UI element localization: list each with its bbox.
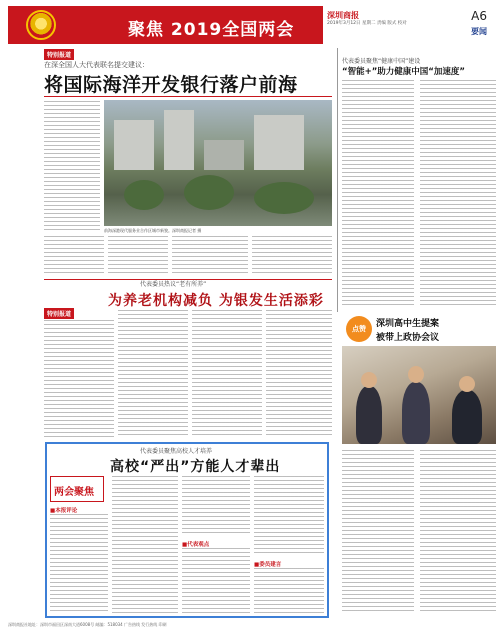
- highlight-body-column-3a: [182, 476, 250, 536]
- lead-photo: [104, 100, 332, 226]
- middle-kicker: 代表委员热议“老有所养”: [140, 281, 207, 288]
- highlight-body-column-2: [112, 476, 178, 614]
- highlight-subhead-3: ■委员建言: [254, 562, 282, 568]
- highlight-body-column-1: [50, 514, 108, 614]
- lianghui-logo: [50, 476, 104, 502]
- middle-headline: 为养老机构减负 为银发生活添彩: [108, 293, 324, 309]
- page-footer: 深圳商报社地址：深圳市福田区深南大道6008号 邮编：518034 广告热线 发行热线 印刷: [8, 622, 167, 627]
- like-badge: 点赞: [346, 316, 372, 342]
- highlight-body-column-4a: [254, 476, 324, 556]
- middle-body-column-4: [266, 310, 332, 438]
- lead-kicker: 在深全国人大代表联名提交建议：: [44, 61, 149, 69]
- photo-story-body-2: [420, 450, 496, 614]
- lead-body-column-2: [44, 236, 104, 276]
- lead-body-column-1: [44, 101, 100, 231]
- photo-story-image: [342, 346, 496, 444]
- photo-story-body-1: [342, 450, 414, 614]
- lead-headline: 将国际海洋开发银行落户前海: [44, 74, 298, 96]
- masthead-info-panel: [323, 6, 495, 44]
- lianghui-logo-text: 两会聚焦: [54, 487, 94, 498]
- highlight-body-column-3b: [182, 548, 250, 614]
- right-kicker: 代表委员聚焦“健康中国”建设: [342, 58, 421, 65]
- paper-name: 深圳商报: [327, 11, 359, 20]
- column-rule: [337, 48, 338, 312]
- section-name: 要闻: [471, 27, 487, 36]
- photo-story-headline-2: 被带上政协会议: [376, 333, 440, 343]
- right-headline: “智能+”助力健康中国“加速度”: [342, 67, 465, 77]
- highlight-subhead-1: ■本报评论: [50, 508, 78, 514]
- highlight-kicker: 代表委员聚焦高校人才培养: [140, 448, 213, 455]
- page-number: A6: [471, 9, 487, 23]
- highlight-subhead-2: ■代表观点: [182, 542, 210, 548]
- middle-body-column-3: [192, 310, 262, 438]
- middle-tag: 特别报道: [44, 308, 74, 319]
- lead-divider: [44, 96, 332, 97]
- middle-body-column-2: [118, 310, 188, 438]
- national-emblem-icon: [26, 10, 56, 40]
- lead-body-column-3: [108, 236, 168, 276]
- highlight-headline: 高校“严出”方能人才辈出: [110, 459, 281, 475]
- banner-title: 聚焦 2019全国两会: [128, 20, 295, 40]
- lead-tag: 特别报道: [44, 49, 74, 60]
- masthead-banner: [8, 6, 495, 44]
- lead-photo-caption: 前海深港现代服务业合作区城市新貌。深圳商报记者 摄: [104, 228, 202, 233]
- lead-body-column-5: [252, 236, 332, 276]
- right-body-column-1: [342, 80, 414, 308]
- highlight-body-column-4b: [254, 568, 324, 614]
- photo-story-headline-1: 深圳高中生提案: [376, 319, 440, 329]
- lead-body-column-4: [172, 236, 248, 276]
- issue-info: 2019年3月12日 星期二 责编 版式 校对: [327, 21, 407, 26]
- right-body-column-2: [420, 80, 496, 308]
- middle-body-column-1: [44, 320, 114, 438]
